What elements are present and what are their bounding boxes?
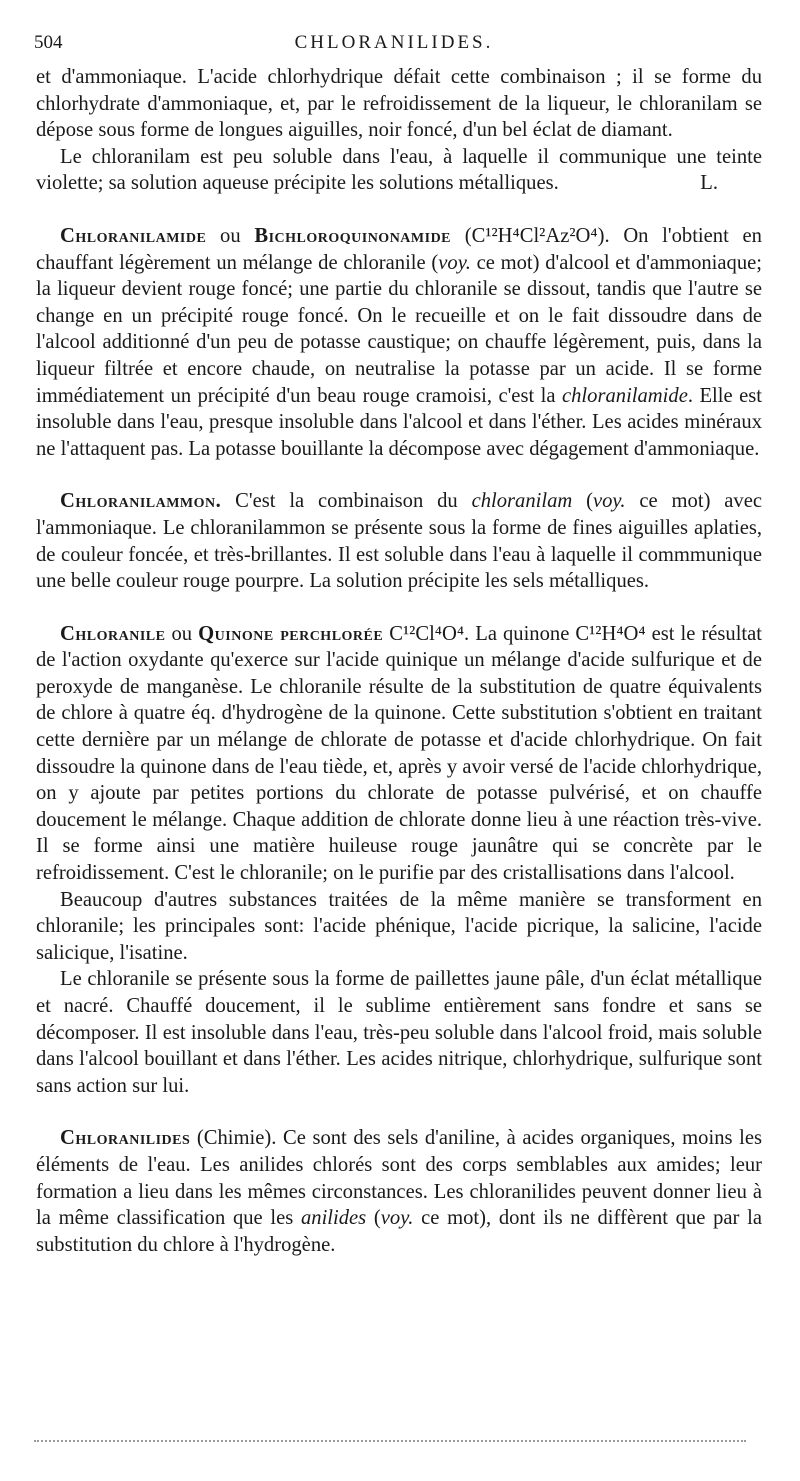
author-signature: L.	[700, 172, 718, 195]
entry-connector: ou	[171, 622, 193, 645]
entry-chloranile	[36, 621, 762, 887]
entry-text: ce mot) d'alcool et d'ammoniaque; la liqueur devient rouge foncé; une partie du chloranile se dissout, tandis que l'autre se change en un précipité rouge foncé. On le recueille et on le fait dissoudre dans de l'alcool additionné d'un peu de potasse caustique; on chauffe légèrement, puis, dans la liqueur filtrée et encore chaude, on neutralise la potasse par un acide. Il se forme immédiatement un précipité d'un beau rouge cramoisi, c'est la	[36, 251, 763, 407]
chemical-formula: C¹²Cl⁴O⁴.	[389, 622, 470, 645]
entry-headword: Chloranilides	[60, 1127, 191, 1150]
continued-paragraph: et d'ammoniaque. L'acide chlorhydrique défait cette combinaison ; il se forme du chlorhydrate d'ammoniaque, et, par le refroidissement de la liqueur, le chloranilam se dépose sous forme de longues aiguilles, noir foncé, d'un bel éclat de diamant.	[36, 66, 762, 142]
paragraph-text: Le chloranilam est peu soluble dans l'eau, à laquelle il communique une teinte violette; sa solution aqueuse précipite les solutions métalliques.	[36, 145, 762, 195]
chemical-formula: (C¹²H⁴Cl²Az²O⁴).	[464, 224, 610, 247]
entry-chloranilammon	[36, 488, 762, 594]
page-header	[34, 32, 754, 62]
entry-headword: Chloranilamide	[60, 224, 207, 247]
entry-text: La quinone C¹²H⁴O⁴ est le résultat de l'action oxydante qu'exerce sur l'acide quinique un mélange d'acide sulfurique et de peroxyde de manganèse. Le chloranile résulte de la substitution de quatre équivalents de chlore à quatre éq. d'hydrogène de la quinone. Cette substitution s'obtient en traitant cette dernière par un mélange de chlorate de potasse et d'acide chlorhydrique. On fait dissoudre la quinone dans de l'eau tiède, et, après y avoir versé de l'acide chlorhydrique, on y ajoute par petites portions du chlorate de potasse pulvérisé, et on chauffe doucement le mélange. Chaque addition de chlorate donne lieu à une réaction très-vive. Il se forme ainsi une matière huileuse rouge jaunâtre qui se concrète par le refroidissement. C'est le chloranile; on le purifie par des cristallisations dans l'alcool.	[36, 622, 763, 885]
cross-reference: voy.	[438, 251, 471, 274]
entry-text: On l'obtient en chauffant légèrement un mélange de chloranile (	[36, 224, 762, 274]
entry-text: (	[366, 1207, 381, 1230]
entry-chloranilides	[36, 1125, 762, 1258]
entry-text: (	[572, 490, 593, 513]
running-head: CHLORANILIDES.	[294, 32, 494, 53]
entry-headword: Chloranilammon.	[60, 490, 222, 513]
italic-term: anilides	[300, 1207, 367, 1230]
entry-chloranilamide	[36, 223, 762, 462]
entry-text: C'est la combinaison du	[235, 490, 472, 513]
cross-reference: voy.	[592, 490, 626, 513]
entry-text: Ce sont des sels d'aniline, à acides organiques, moins les éléments de l'eau. Les anilides chlorés sont des corps semblables aux amides; leur formation a lieu dans les mêmes circonstances. Les chloranilides peuvent donner lieu à la même classification que les	[36, 1127, 762, 1230]
page-body	[36, 64, 762, 1258]
cross-reference: voy.	[380, 1207, 414, 1230]
italic-term: chloranilam	[471, 490, 573, 513]
italic-term: chloranilamide	[562, 384, 688, 407]
paragraph-substances: Beaucoup d'autres substances traitées de la même manière se transforment en chloranile; les principales sont: l'acide phénique, l'acide picrique, la salicine, l'acide salicique, l'isatine.	[36, 888, 762, 964]
entry-headword: Chloranile	[60, 622, 166, 645]
entry-alt-headword: Bichloroquinonamide	[254, 224, 452, 247]
entry-alt-headword: Quinone perchlorée	[198, 622, 384, 645]
entry-text: ce mot) avec l'ammoniaque. Le chloranilammon se présente sous la forme de fines aiguilles aplaties, de couleur foncée, et très-brillantes. Il est soluble dans l'eau à laquelle il commmunique une belle couleur rouge pourpre. La solution précipite les sels métalliques.	[36, 490, 762, 593]
entry-section: (Chimie).	[196, 1127, 277, 1150]
page-number: 504	[34, 32, 63, 53]
paragraph-properties: Le chloranile se présente sous la forme de paillettes jaune pâle, d'un éclat métallique et nacré. Chauffé doucement, il le sublime entièrement sans fondre et sans se décomposer. Il est insoluble dans l'eau, très-peu soluble dans l'alcool froid, mais soluble dans l'alcool bouillant et dans l'éther. Les acides nitrique, chlorhydrique, sulfurique sont sans action sur lui.	[36, 968, 762, 1097]
paragraph-chloranilam	[36, 144, 762, 197]
entry-text: . Elle est insoluble dans l'eau, presque insoluble dans l'alcool et dans l'éther. Les acides minéraux ne l'attaquent pas. La potasse bouillante la décompose avec dégagement d'ammoniaque.	[36, 384, 762, 460]
entry-text: ce mot), dont ils ne diffèrent que par la substitution du chlore à l'hydrogène.	[36, 1207, 762, 1256]
entry-connector: ou	[220, 224, 241, 247]
bottom-dotted-rule	[34, 1440, 746, 1442]
